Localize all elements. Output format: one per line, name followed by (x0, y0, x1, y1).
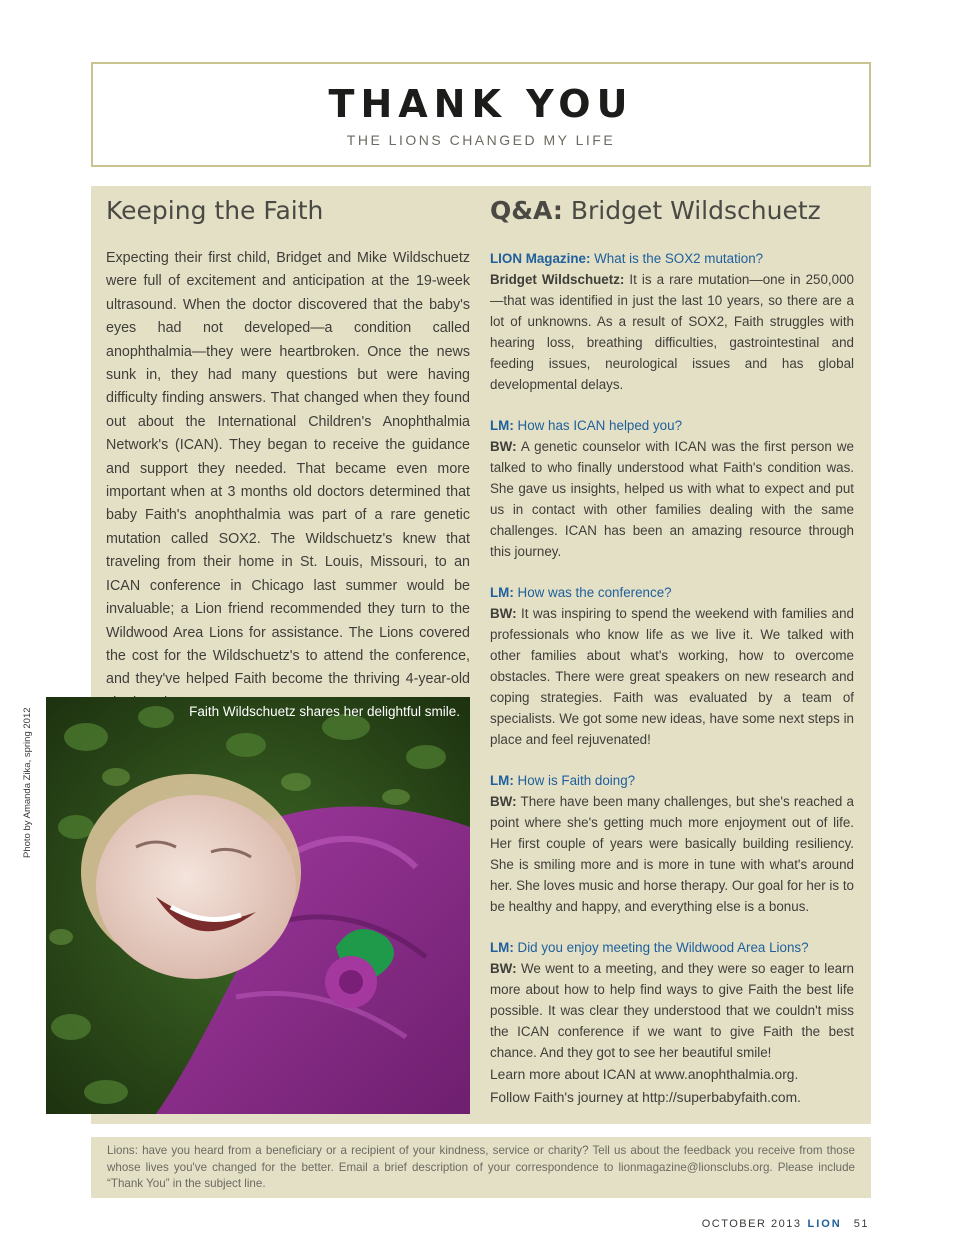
qa-heading-label: Q&A: (490, 196, 563, 225)
question-label: LION Magazine: (490, 251, 591, 266)
answer-text: It is a rare mutation—one in 250,000—that was identified in just the last 10 years, so there are a lot of unknowns. As a result of SOX2, Faith struggles with hearing loss, breathing difficulties, gastrointestinal and feeding issues, neurological issues and has global developmental delays. (490, 272, 854, 392)
footer-note: Lions: have you heard from a beneficiary or a recipient of your kindness, service or charity? Tell us about the feedback you receive from those whose lives you've changed for the better. Email a brief description of your correspondence to lionmagazine@lionsclubs.org. Please include “Thank You” in the subject line. (91, 1137, 871, 1198)
page-footer (702, 1218, 869, 1230)
learn-more-ican: Learn more about ICAN at www.anophthalmia.org. (490, 1067, 799, 1082)
answer (490, 436, 854, 562)
question-label: LM: (490, 585, 514, 600)
qa-item (490, 415, 854, 562)
learn-more-faith: Follow Faith's journey at http://superbabyfaith.com. (490, 1090, 801, 1105)
page-number: 51 (853, 1218, 869, 1230)
qa-item (490, 937, 854, 1063)
question-text: How was the conference? (513, 585, 672, 600)
left-column-heading: Keeping the Faith (106, 196, 324, 225)
question-text: How is Faith doing? (513, 773, 636, 788)
page-subtitle: THE LIONS CHANGED MY LIFE (346, 132, 616, 148)
header-box (91, 62, 871, 167)
question-label: LM: (490, 940, 514, 955)
answer (490, 603, 854, 750)
question-text: How has ICAN helped you? (513, 418, 683, 433)
answer-label: BW: (490, 961, 517, 976)
qa-heading-name: Bridget Wildschuetz (562, 196, 821, 225)
answer-label: BW: (490, 606, 517, 621)
answer (490, 791, 854, 917)
photo-caption: Faith Wildschuetz shares her delightful smile. (189, 704, 460, 719)
magazine-name: LION (807, 1218, 842, 1230)
right-column-heading (490, 196, 821, 225)
answer (490, 269, 854, 395)
answer-text: We went to a meeting, and they were so eager to learn more about how to help find ways to give Faith the best life possible. It was clear they understood that we couldn't miss the ICAN conference if we want to give Faith the best chance. And they got to see her beautiful smile! (490, 961, 854, 1060)
question (490, 415, 854, 436)
article-photo (46, 697, 470, 1114)
learn-more (490, 1063, 854, 1109)
answer-label: BW: (490, 439, 517, 454)
page-title: THANK YOU (328, 82, 634, 126)
qa-item (490, 770, 854, 917)
question-text: What is the SOX2 mutation? (590, 251, 764, 266)
question-label: LM: (490, 773, 514, 788)
qa-item (490, 582, 854, 750)
question-label: LM: (490, 418, 514, 433)
answer-text: There have been many challenges, but she's reached a point where she's getting much more enjoyment out of life. Her first couple of years were basically building resiliency. She is smiling more and is more in tune with what's around her. She loves music and horse therapy. Our goal for her is to be healthy and happy, and everything else is a bonus. (490, 794, 854, 914)
answer-text: A genetic counselor with ICAN was the first person we talked to who finally understood what Faith's condition was. She gave us insights, helped us with what to expect and put us in contact with other families dealing with the same challenges. ICAN has been an amazing resource through this journey. (490, 439, 854, 559)
answer-label: BW: (490, 794, 517, 809)
question (490, 770, 854, 791)
answer-text: It was inspiring to spend the weekend with families and professionals who know life as we live it. We talked with other families about what's working, how to overcome obstacles. There were great speakers on new research and coping strategies. Faith was evaluated by a team of specialists. We got some new ideas, have some next steps in place and feel rejuvenated! (490, 606, 854, 747)
question-text: Did you enjoy meeting the Wildwood Area Lions? (513, 940, 809, 955)
qa-list (490, 248, 854, 1083)
answer (490, 958, 854, 1063)
answer-label: Bridget Wildschuetz: (490, 272, 625, 287)
question (490, 248, 854, 269)
left-column-body: Expecting their first child, Bridget and Mike Wildschuetz were full of excitement and anticipation at the 19-week ultrasound. When the doctor discovered that the baby's eyes had not developed—a condition called anophthalmia—they were heartbroken. Once the news sunk in, they had many questions but were having difficulty finding answers. That changed when they found out about the International Children's Anophthalmia Network's (ICAN). They began to receive the guidance and support they needed. That became even more important when at 3 months old doctors determined that baby Faith's anophthalmia was part of a rare genetic mutation called SOX2. The Wildschuetz's knew that traveling from their home in St. Louis, Missouri, to an ICAN conference in Chicago last summer would be invaluable; a Lion friend recommended they turn to the Wildwood Area Lions for assistance. The Lions covered the cost for the Wildschuetz's to attend the conference, and they've helped Faith become the thriving 4-year-old (106, 250, 470, 688)
baby-photo-illustration (46, 697, 470, 1114)
question (490, 937, 854, 958)
question (490, 582, 854, 603)
photo-credit: Photo by Amanda Zika, spring 2012 (22, 707, 33, 858)
qa-item (490, 248, 854, 395)
issue-date: OCTOBER 2013 (701, 1218, 802, 1230)
